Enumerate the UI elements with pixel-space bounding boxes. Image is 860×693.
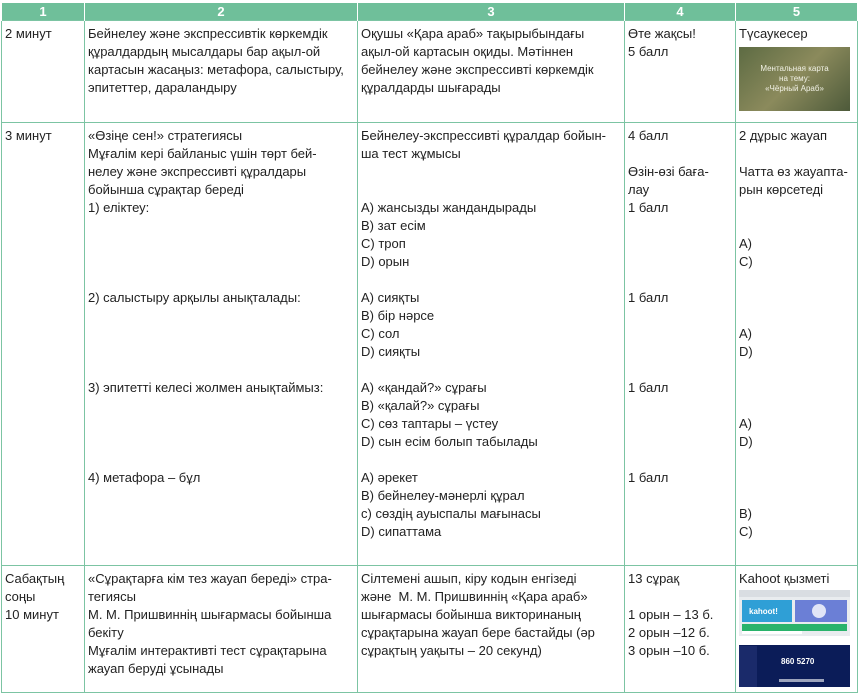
time-text: 10 минут [5, 607, 59, 622]
answer-option: С) сөз таптары – үстеу [361, 416, 499, 431]
student-line: сұрақтарына жауап бере бастайды (әр [361, 625, 595, 640]
time-text: Сабақтың [5, 571, 65, 586]
answer-option: В) зат есім [361, 218, 426, 233]
teacher-cell [85, 123, 358, 566]
chat-note: Чатта өз жауапта- [739, 164, 848, 179]
answer-option: А) жансызды жандандырады [361, 200, 537, 215]
student-line: Бейнелеу-экспрессивті құралдар бойын- [361, 128, 606, 143]
student-line: сұрақтың уақыты – 20 секунд) [361, 643, 542, 658]
correct-answers: 2 дұрыс жауап [739, 128, 828, 143]
student-cell [358, 21, 625, 123]
grade-line: 5 балл [628, 44, 669, 59]
question-4: 4) метафора – бұл [88, 470, 201, 485]
grade-cell [625, 566, 736, 693]
resource-title: Түсаукесер [739, 26, 808, 41]
answer-key: С) [739, 254, 753, 269]
time-cell [2, 123, 85, 566]
answer-option: В) бір нәрсе [361, 308, 435, 323]
grade-cell [625, 21, 736, 123]
student-line: құралдарды шығарады [361, 80, 501, 95]
answer-key: D) [739, 434, 753, 449]
task-line: эпитеттер, дараландыру [88, 80, 237, 95]
answer-key: А) [739, 236, 752, 251]
grade-q4: 1 балл [628, 470, 669, 485]
header-col-1: 1 [2, 3, 85, 21]
grade-q3: 1 балл [628, 380, 669, 395]
grade-line: 3 орын –10 б. [628, 643, 710, 658]
self-assessment: лау [628, 182, 650, 197]
header-col-2: 2 [85, 3, 358, 21]
question-1: 1) еліктеу: [88, 200, 150, 215]
resource-cell [736, 21, 858, 123]
answer-option: А) сияқты [361, 290, 420, 305]
header-col-3: 3 [358, 3, 625, 21]
teacher-line: М. М. Пришвиннің шығармасы бойынша [88, 607, 332, 622]
task-line: құралдардың мысалдары бар ақыл-ой [88, 44, 321, 59]
header-row [2, 3, 858, 21]
time-cell [2, 566, 85, 693]
header-col-4: 4 [625, 3, 736, 21]
answer-key: А) [739, 416, 752, 431]
time-text: 2 минут [5, 26, 52, 41]
kahoot-pin: 860 5270 [781, 657, 815, 666]
task-cell [85, 21, 358, 123]
student-line: Оқушы «Қара араб» тақырыбындағы [361, 26, 585, 41]
grade-line: 13 сұрақ [628, 571, 680, 586]
answer-option: В) бейнелеу-мәнерлі құрал [361, 488, 525, 503]
thumb-text-line: Ментальная карта [760, 64, 829, 73]
answer-option: D) сипаттама [361, 524, 442, 539]
kahoot-ui-icon [739, 590, 850, 636]
grade-line: Өте жақсы! [628, 26, 696, 41]
table-row [2, 123, 858, 566]
resource-cell [736, 566, 858, 693]
student-line: шығармасы бойынша викторинаның [361, 607, 581, 622]
student-cell [358, 566, 625, 693]
teacher-line: тегиясы [88, 589, 136, 604]
teacher-line: Мұғалім интерактивті тест сұрақтарына [88, 643, 327, 658]
time-text: соңы [5, 589, 36, 604]
task-line: Бейнелеу және экспрессивтік көркемдік [88, 26, 328, 41]
student-line: бейнелеу және экспрессивті көркемдік [361, 62, 594, 77]
answer-option: В) «қалай?» сұрағы [361, 398, 480, 413]
answer-key: А) [739, 326, 752, 341]
teacher-line: нелеу және экспрессивті құралдары [88, 164, 307, 179]
answer-key: С) [739, 524, 753, 539]
chat-note: рын көрсетеді [739, 182, 824, 197]
student-line: Сілтемені ашып, кіру кодын енгізеді [361, 571, 577, 586]
thumb-text-line: на тему: [779, 74, 810, 83]
teacher-line: «Сұрақтарға кім тез жауап береді» стра- [88, 571, 332, 586]
answer-option: D) сын есім болып табылады [361, 434, 538, 449]
answer-option: А) «қандай?» сұрағы [361, 380, 487, 395]
grade-line: 1 орын – 13 б. [628, 607, 714, 622]
answer-option: D) орын [361, 254, 410, 269]
mind-map-thumbnail[interactable] [739, 47, 850, 111]
kahoot-game-pin-screen[interactable] [739, 639, 850, 687]
kahoot-screenshot[interactable] [739, 590, 850, 636]
header-col-5: 5 [736, 3, 858, 21]
student-line: ақыл-ой картасын оқиды. Мәтіннен [361, 44, 574, 59]
answer-option: С) сол [361, 326, 400, 341]
student-line: және М. М. Пришвиннің «Қара араб» [361, 589, 588, 604]
time-cell [2, 21, 85, 123]
teacher-line: бойынша сұрақтар береді [88, 182, 244, 197]
table-row [2, 21, 858, 123]
strategy-title: «Өзіңе сен!» стратегиясы [88, 128, 243, 143]
answer-key: В) [739, 506, 752, 521]
resource-cell [736, 123, 858, 566]
teacher-line: жауап беруді ұсынады [88, 661, 224, 676]
task-line: картасын жасаңыз: метафора, салыстыру, [88, 62, 344, 77]
self-assessment: Өзін-өзі баға- [628, 164, 709, 179]
svg-text:kahoot!: kahoot! [749, 607, 778, 616]
answer-option: D) сияқты [361, 344, 421, 359]
teacher-line: бекіту [88, 625, 124, 640]
student-line: ша тест жұмысы [361, 146, 461, 161]
grade-q1: 1 балл [628, 200, 669, 215]
student-cell [358, 123, 625, 566]
lesson-plan-table [1, 3, 858, 693]
thumb-text-line: «Чёрный Араб» [765, 84, 824, 93]
grade-line: 2 орын –12 б. [628, 625, 710, 640]
teacher-line: Мұғалім кері байланыс үшін төрт бей- [88, 146, 317, 161]
time-text: 3 минут [5, 128, 52, 143]
answer-key: D) [739, 344, 753, 359]
answer-option: с) сөздің ауыспалы мағынасы [361, 506, 541, 521]
question-2: 2) салыстыру арқылы анықталады: [88, 290, 301, 305]
grade-total: 4 балл [628, 128, 669, 143]
answer-option: С) троп [361, 236, 406, 251]
answer-option: А) әрекет [361, 470, 418, 485]
resource-title: Kahoot қызметі [739, 571, 830, 586]
question-3: 3) эпитетті келесі жолмен анықтаймыз: [88, 380, 324, 395]
grade-cell [625, 123, 736, 566]
grade-q2: 1 балл [628, 290, 669, 305]
table-row [2, 566, 858, 693]
teacher-cell [85, 566, 358, 693]
